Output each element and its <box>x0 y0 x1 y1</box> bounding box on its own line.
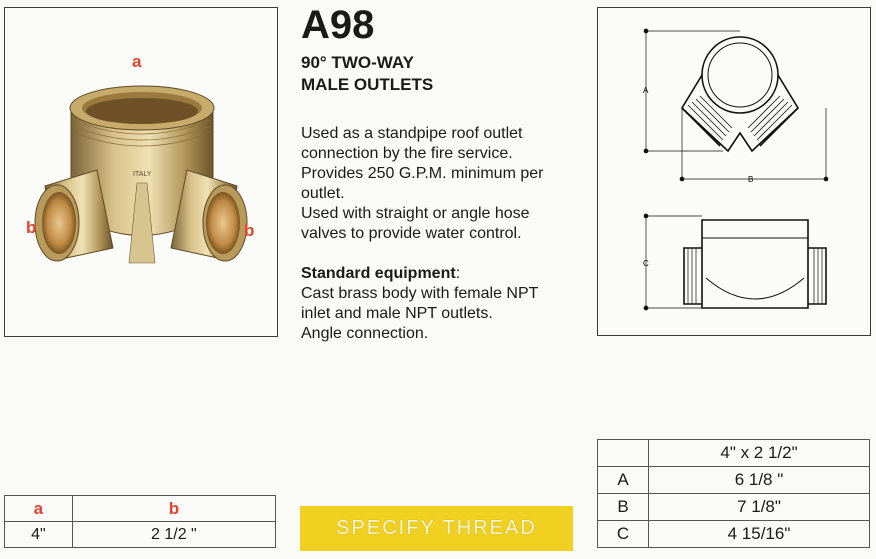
table-row <box>598 467 870 494</box>
dimension-drawing <box>597 7 871 336</box>
table-row <box>598 521 870 548</box>
callout-a: a <box>132 52 142 71</box>
equipment-colon: : <box>455 265 461 282</box>
description-line: Used as a standpipe roof outlet <box>301 125 523 142</box>
equipment-line: Cast brass body with female NPT <box>301 285 539 302</box>
table-row <box>598 494 870 521</box>
equipment-line: inlet and male NPT outlets. <box>301 305 493 322</box>
dim-row-label: A <box>598 467 649 494</box>
dim-table-corner <box>598 440 649 467</box>
description-line: connection by the fire service. <box>301 145 513 162</box>
dim-label-c: C <box>643 259 649 268</box>
dim-row-value: 6 1/8 " <box>649 467 870 494</box>
description-line: Used with straight or angle hose <box>301 205 530 222</box>
standard-equipment <box>301 264 576 344</box>
technical-drawing <box>598 8 870 335</box>
dimensions-table <box>597 439 870 548</box>
size-value-a: 4" <box>5 522 73 548</box>
size-table <box>4 495 276 548</box>
callout-b-right: b <box>244 221 255 240</box>
size-header-a: a <box>5 496 73 522</box>
product-description <box>301 124 576 244</box>
description-line: valves to provide water control. <box>301 225 522 242</box>
subtitle-line: 90° TWO-WAY <box>301 53 414 72</box>
dim-label-b: B <box>748 175 754 184</box>
size-value-b: 2 1/2 " <box>72 522 275 548</box>
callout-b-left: b <box>26 218 37 237</box>
product-subtitle <box>301 52 433 96</box>
dim-row-value: 4 15/16" <box>649 521 870 548</box>
product-photo <box>4 7 278 337</box>
equipment-title: Standard equipment <box>301 265 456 282</box>
cast-text: ITALY <box>133 171 152 178</box>
model-number: A98 <box>301 3 375 47</box>
dim-label-a: A <box>643 86 649 95</box>
description-line: Provides 250 G.P.M. minimum per <box>301 165 544 182</box>
subtitle-line: MALE OUTLETS <box>301 75 434 94</box>
dim-row-label: C <box>598 521 649 548</box>
size-header-b: b <box>72 496 275 522</box>
specify-thread-banner: SPECIFY THREAD <box>300 506 573 551</box>
dim-table-header: 4" x 2 1/2" <box>649 440 870 467</box>
description-line: outlet. <box>301 185 345 202</box>
equipment-line: Angle connection. <box>301 325 429 342</box>
dim-row-label: B <box>598 494 649 521</box>
dim-row-value: 7 1/8" <box>649 494 870 521</box>
